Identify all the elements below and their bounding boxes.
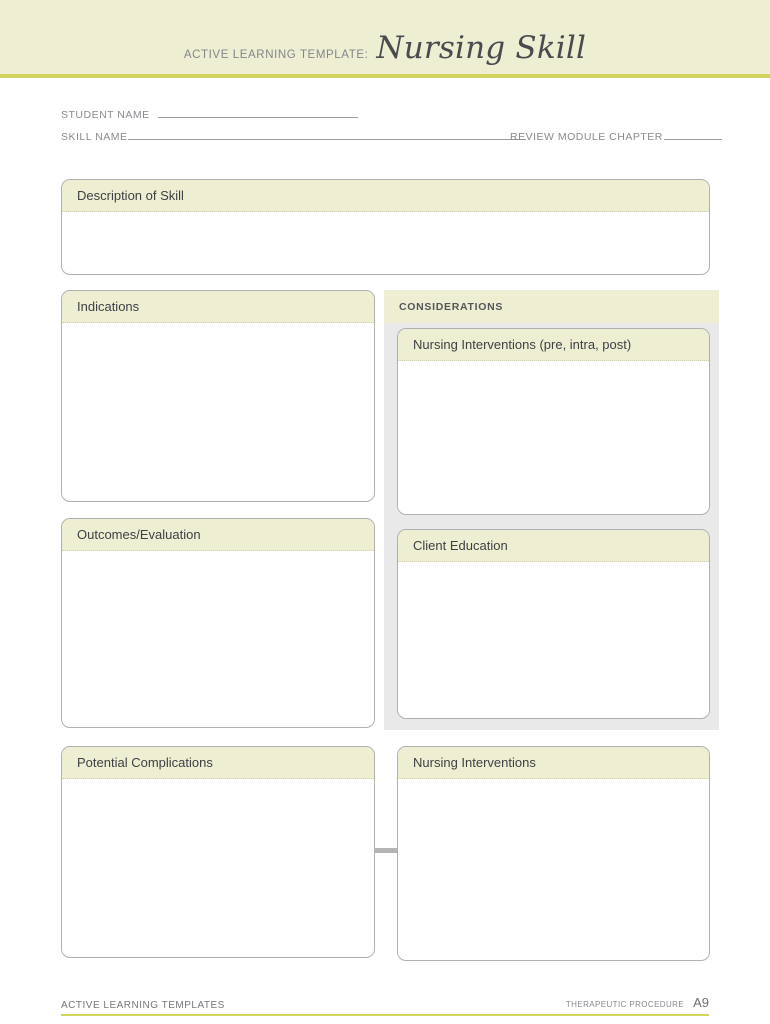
nursing-interventions-card [397,746,710,961]
review-module-input[interactable] [664,139,722,140]
header-eyebrow: ACTIVE LEARNING TEMPLATE: [183,49,369,61]
skill-name-row [61,131,526,143]
footer-procedure-label: THERAPEUTIC PROCEDURE [565,1000,685,1009]
outcomes-evaluation-title: Outcomes/Evaluation [62,519,374,551]
indications-title: Indications [62,291,374,323]
review-module-row [510,131,722,143]
potential-complications-card [61,746,375,958]
potential-complications-input[interactable] [62,779,374,954]
connector-bar [375,848,397,853]
skill-name-label: SKILL NAME [61,131,128,143]
student-name-label: STUDENT NAME [61,109,150,121]
page-header [0,0,770,78]
footer-brand: ACTIVE LEARNING TEMPLATES [61,1000,225,1011]
student-name-row [61,109,358,121]
indications-input[interactable] [62,323,374,498]
outcomes-evaluation-input[interactable] [62,551,374,724]
page-title: Nursing Skill [376,30,587,66]
review-module-label: REVIEW MODULE CHAPTER [510,131,663,143]
footer-page-number: A9 [693,995,709,1010]
nursing-interventions-title: Nursing Interventions [398,747,709,779]
outcomes-evaluation-card [61,518,375,728]
skill-name-input[interactable] [128,139,526,140]
description-of-skill-input[interactable] [62,212,709,271]
client-education-input[interactable] [398,562,709,715]
description-of-skill-card [61,179,710,275]
footer-meta [566,994,709,1012]
nursing-interventions-pre-intra-post-title: Nursing Interventions (pre, intra, post) [398,329,709,361]
nursing-interventions-pre-intra-post-input[interactable] [398,361,709,511]
nursing-interventions-pre-intra-post-card [397,328,710,515]
nursing-interventions-input[interactable] [398,779,709,957]
client-education-title: Client Education [398,530,709,562]
considerations-title: CONSIDERATIONS [384,290,719,323]
description-of-skill-title: Description of Skill [62,180,709,212]
page-footer [61,996,709,1016]
indications-card [61,290,375,502]
potential-complications-title: Potential Complications [62,747,374,779]
student-name-input[interactable] [158,117,358,118]
header-title-group [0,30,770,66]
client-education-card [397,529,710,719]
